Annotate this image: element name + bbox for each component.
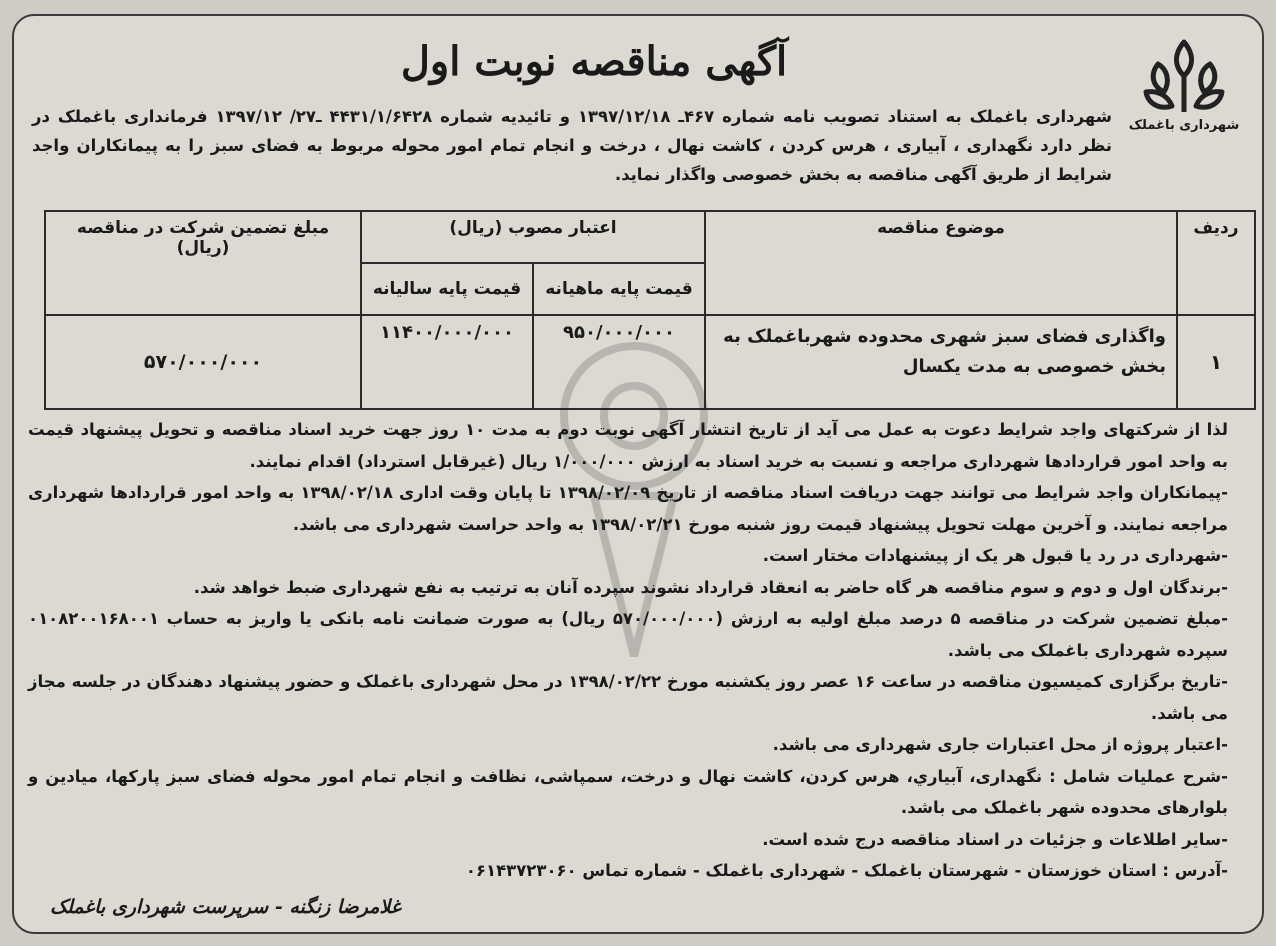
municipality-logo	[1124, 36, 1244, 146]
signature: غلامرضا زنگنه - سرپرست شهرداری باغملک	[50, 896, 401, 918]
leaf-logo-icon	[1136, 36, 1232, 116]
cell-monthly-price: ۹۵۰/۰۰۰/۰۰۰	[533, 315, 705, 409]
paragraph-scope: -شرح عملیات شامل : نگهداری، آبیاري، هرس کردن، کاشت نهال و درخت، سمپاشی، نظافت و انجام تمام امور محوله فضای سبز پارکها، میادین و بلوارهای محدوده شهر باغملک می باشد.	[28, 766, 1228, 817]
header-subject: موضوع مناقصه	[705, 211, 1177, 315]
table-row	[45, 315, 1255, 409]
paragraph-funding: -اعتبار پروژه از محل اعتبارات جاری شهرداری می باشد.	[772, 735, 1228, 754]
tender-table	[44, 210, 1256, 410]
cell-guarantee-amount: ۵۷۰/۰۰۰/۰۰۰	[45, 315, 361, 409]
paragraph-other-info: -سایر اطلاعات و جزئیات در اسناد مناقصه درج شده است.	[762, 829, 1228, 849]
paragraph-guarantee: -مبلغ تضمین شرکت در مناقصه ۵ درصد مبلغ اولیه به ارزش (۵۷۰/۰۰۰/۰۰۰ ریال) به صورت ضمانت نامه بانکی یا واریز به حساب ۰۱۰۸۲۰۰۱۶۸۰۰۱ سپرده شهرداری باغملک می باشد.	[28, 609, 1228, 660]
logo-caption: شهرداری باغملک	[1128, 118, 1240, 133]
page-title: آگهی مناقصه نوبت اول	[400, 38, 788, 85]
header-row-number: ردیف	[1177, 211, 1255, 315]
paragraph-invitation: لذا از شرکتهای واجد شرایط دعوت به عمل می آید از تاریخ انتشار آگهی نوبت دوم به مدت ۱۰ روز جهت خرید اسناد مناقصه و تحویل پیشنهاد قیمت به واحد امور قراردادها شهرداری مراجعه و نسبت به خرید اسناد به ارزش ۱/۰۰۰/۰۰۰ ریال (غیرقابل استرداد) اقدام نمایند.	[28, 420, 1228, 471]
conditions-text	[28, 414, 1228, 887]
cell-subject: واگذاری فضای سبز شهری محدوده شهرباغملک به بخش خصوصی به مدت یکسال	[705, 315, 1177, 409]
paragraph-address: -آدرس : استان خوزستان - شهرستان باغملک - شهرداری باغملک - شماره تماس ۰۶۱۴۳۷۲۳۰۶۰	[465, 861, 1228, 880]
header-credit: اعتبار مصوب (ریال)	[361, 211, 705, 263]
cell-row-number: ۱	[1177, 315, 1255, 409]
paragraph-commission: -تاریخ برگزاری کمیسیون مناقصه در ساعت ۱۶ عصر روز یکشنبه مورخ ۱۳۹۸/۰۲/۲۲ در محل شهرداری باغملک و حضور پیشنهاد دهندگان در جلسه مجاز می باشد.	[28, 672, 1229, 723]
advertisement-page	[12, 14, 1264, 934]
cell-yearly-price: ۱۱۴۰۰/۰۰۰/۰۰۰	[361, 315, 533, 409]
paragraph-acceptance: -شهرداری در رد یا قبول هر یک از پیشنهادات مختار است.	[762, 546, 1228, 565]
intro-paragraph: شهرداری باغملک به استناد تصویب نامه شماره ۴۶۷ـ ۱۳۹۷/۱۲/۱۸ و تائیدیه شماره ۴۴۳۱/۱/۶۴۲۸ ـ۲۷/ ۱۳۹۷/۱۲ فرمانداری باغملک در نظر دارد نگهداری ، آبیاری ، هرس کردن ، کاشت نهال ، درخت و انجام تمام امور محوله مربوط به فضای سبز را به پیمانکاران واجد شرایط از طریق آگهی مناقصه به بخش خصوصی واگذار نماید.	[32, 107, 1112, 184]
header-monthly-price: قیمت پایه ماهیانه	[533, 263, 705, 315]
table-header-row	[45, 211, 1255, 263]
paragraph-winners: -برندگان اول و دوم و سوم مناقصه هر گاه حاضر به انعقاد قرارداد نشوند سپرده آنان به ترتیب به نفع شهرداری ضبط خواهد شد.	[193, 577, 1228, 597]
paragraph-document-dates: -پیمانکاران واجد شرایط می توانند جهت دریافت اسناد مناقصه از تاریخ ۱۳۹۸/۰۲/۰۹ تا پایان وقت اداری ۱۳۹۸/۰۲/۱۸ به واحد امور قراردادها شهرداری مراجعه نمایند. و آخرین مهلت تحویل پیشنهاد قیمت روز شنبه مورخ ۱۳۹۸/۰۲/۲۱ به واحد حراست شهرداری می باشد.	[28, 483, 1228, 534]
header-guarantee: مبلغ تضمین شرکت در مناقصه (ریال)	[45, 211, 361, 315]
header-yearly-price: قیمت پایه سالیانه	[361, 263, 533, 315]
